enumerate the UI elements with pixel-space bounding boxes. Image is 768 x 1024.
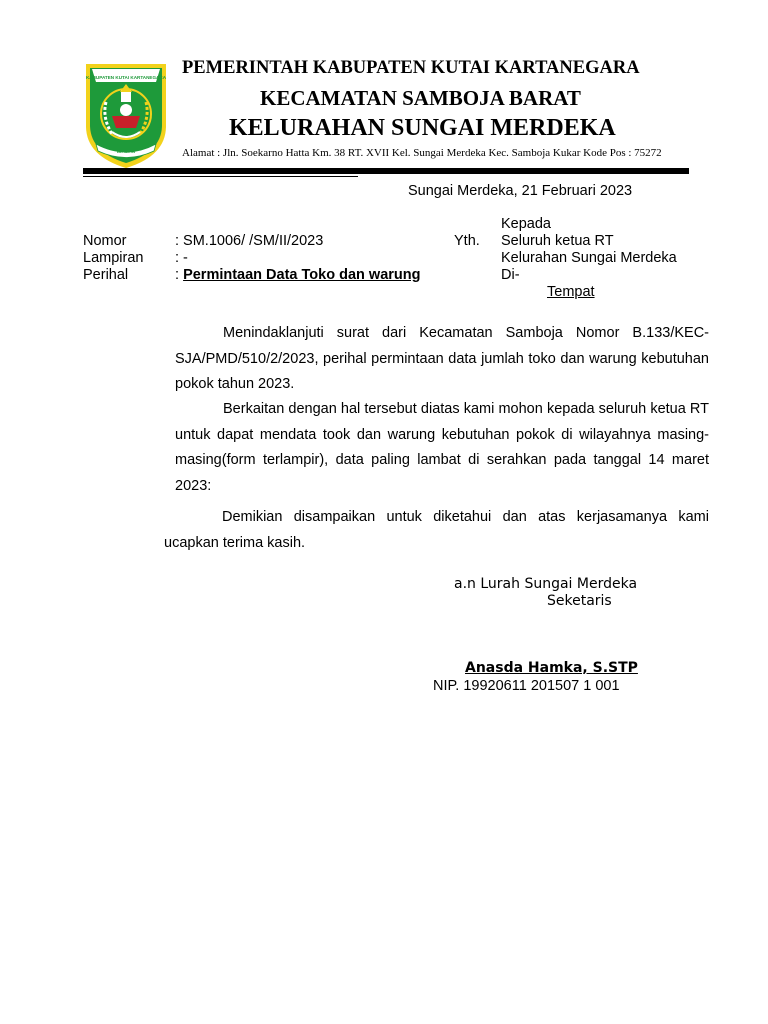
perihal-label: Perihal [83, 267, 129, 283]
body-paragraph-3: Demikian disampaikan untuk diketahui dan atas kerjasamanya kami ucapkan terima kasih. [164, 509, 709, 551]
letterhead-rule-thick [83, 168, 689, 174]
header-village: KELURAHAN SUNGAI MERDEKA [229, 115, 616, 141]
recipient-kepada: Kepada [501, 216, 551, 232]
signature-name: Anasda Hamka, S.STP [465, 660, 638, 676]
body-paragraph-3-block [164, 505, 709, 556]
recipient-line2: Kelurahan Sungai Merdeka [501, 250, 677, 266]
body-paragraph-1-block [175, 321, 709, 398]
signature-on-behalf: a.n Lurah Sungai Merdeka [454, 576, 638, 592]
nomor-value: : SM.1006/ /SM/II/2023 [175, 233, 324, 249]
body-paragraph-2: Berkaitan dengan hal tersebut diatas kami mohon kepada seluruh ketua RT untuk dapat mendata took dan warung kebutuhan pokok di wilayahnya masing-masing(form terlampir), data paling lambat di serahkan pada tanggal 14 maret 2023: [175, 401, 709, 494]
perihal-field [175, 267, 420, 283]
header-government: PEMERINTAH KABUPATEN KUTAI KARTANEGARA [182, 58, 640, 78]
recipient-line1: Seluruh ketua RT [501, 233, 614, 249]
logo-bottom-text: IDAMAN [117, 149, 135, 154]
perihal-colon: : [175, 267, 184, 283]
nomor-label: Nomor [83, 233, 127, 249]
body-paragraph-2-block [175, 397, 709, 499]
logo-top-text: KABUPATEN KUTAI KARTANEGARA [85, 75, 167, 80]
lampiran-label: Lampiran [83, 250, 144, 266]
signature-nip: NIP. 19920611 201507 1 001 [433, 678, 620, 694]
lampiran-value: : - [175, 250, 188, 266]
header-address: Alamat : Jln. Soekarno Hatta Km. 38 RT. XVII Kel. Sungai Merdeka Kec. Samboja Kukar Kode Pos : 75272 [182, 147, 662, 159]
recipient-tempat: Tempat [547, 284, 595, 300]
kutai-kartanegara-logo [82, 56, 170, 170]
signature-position: Seketaris [547, 593, 612, 609]
header-district: KECAMATAN SAMBOJA BARAT [260, 86, 581, 110]
recipient-yth: Yth. [454, 233, 480, 249]
letter-date: Sungai Merdeka, 21 Februari 2023 [408, 183, 633, 199]
recipient-di: Di- [501, 267, 520, 283]
body-paragraph-1: Menindaklanjuti surat dari Kecamatan Samboja Nomor B.133/KEC-SJA/PMD/510/2/2023, perihal permintaan data jumlah toko dan warung kebutuhan pokok tahun 2023. [175, 325, 709, 392]
letterhead-rule-thin [83, 176, 358, 177]
perihal-value: Permintaan Data Toko dan warung [183, 267, 421, 283]
